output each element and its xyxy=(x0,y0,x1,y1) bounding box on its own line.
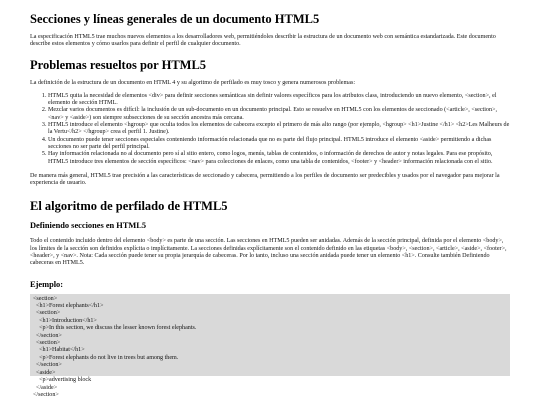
list-item: 4. Un documento puede tener secciones especiales conteniendo información relacionada que no es parte del flujo principal. HTML5 introduce el elemento <aside> permitiendo a dichas secciones no ser parte del perfil principal. xyxy=(48,137,510,152)
section-heading-problems: Problemas resueltos por HTML5 xyxy=(30,57,207,72)
page-title: Secciones y líneas generales de un documento HTML5 xyxy=(30,12,320,26)
example-label: Ejemplo: xyxy=(30,279,64,289)
subsection-heading-defining-sections: Definiendo secciones en HTML5 xyxy=(30,221,147,231)
problems-list xyxy=(30,93,510,166)
list-item: 5. Hay información relacionada no al documento pero sí al sitio entero, como logos, menús, tablas de contenidos, o información de derechos de autor y notas legales. Para ese propósito, HTML5 introduce tres elementos de sección específicos: <nav> para colecciones de enlaces, como una tabla de contenidos, <footer> y <header> información relacionada con el sitio. xyxy=(48,151,510,166)
section-heading-algorithm: El algoritmo de perfilado de HTML5 xyxy=(30,199,228,214)
summary-paragraph: De manera más general, HTML5 trae precisión a las características de seccionado y cabecera, permitiendo a los perfiles de documento ser predecibles y usados por el navegador para mejorar la experiencia de usuario. xyxy=(30,172,500,187)
problems-intro-paragraph: La definición de la estructura de un documento en HTML 4 y su algoritmo de perfilado es muy tosco y genera numerosos problemas: xyxy=(30,79,356,86)
list-item: 1. HTML5 quita la necesidad de elementos <div> para definir secciones semánticas sin definir valores específicos para los atributos class, introduciendo un nuevo elemento, <section>, el elemento de sección HTML. xyxy=(48,93,510,108)
code-example-block: <section> <h1>Forest elephants</h1> <section> <h1>Introduction</h1> <p>In this section, we discuss the lesser known forest elephants. </section> <section> <h1>Habitat</h1> <p>Forest elephants do not live in trees but among them. </section> <aside> <p>advertising block </aside> </section> xyxy=(30,294,510,376)
list-item: 2. Mezclar varios documentos es difícil: la inclusión de un sub-documento en un documento principal. Esto se resuelve en HTML5 con los elementos de seccionado (<article>, <section>, <nav> y <aside>) son siempre subsecciones de su sección ancestra más cercana. xyxy=(48,107,510,122)
list-item: 3. HTML5 introduce el elemento <hgroup> que oculta todos los elementos de cabecera excepto el primero de más alto rango (por ejemplo, <hgroup> <h1>Justine </h1> <h2>Les Malheurs de la Vertu</h2> </hgroup> crea el perfil 1. Justine). xyxy=(48,122,510,137)
intro-paragraph: La especificación HTML5 trae muchos nuevos elementos a los desarrolladores web, permitiéndoles describir la estructura de un documento web con semántica estandarizada. Este documento describe estos elementos y cómo usarlos para definir el perfil de cualquier documento. xyxy=(30,34,496,48)
sections-paragraph: Todo el contenido incluido dentro del elemento <body> es parte de una sección. Las secciones en HTML5 pueden ser anidadas. Además de la sección principal, definida por el elemento <body>, los límites de la sección son definidos explícita o implícitamente. La secciones definidas explícitamente son el contenido definido en las etiquetas <body>, <section>, <article>, <aside>, <footer>, <header>, y <nav>. Nota: Cada sección puede tener su propia jerarquía de cabeceras. Por lo tanto, incluso una sección anidada puede tener un elemento <h1>. Consulte también Definiendo cabeceras en HTML5. xyxy=(30,238,507,267)
